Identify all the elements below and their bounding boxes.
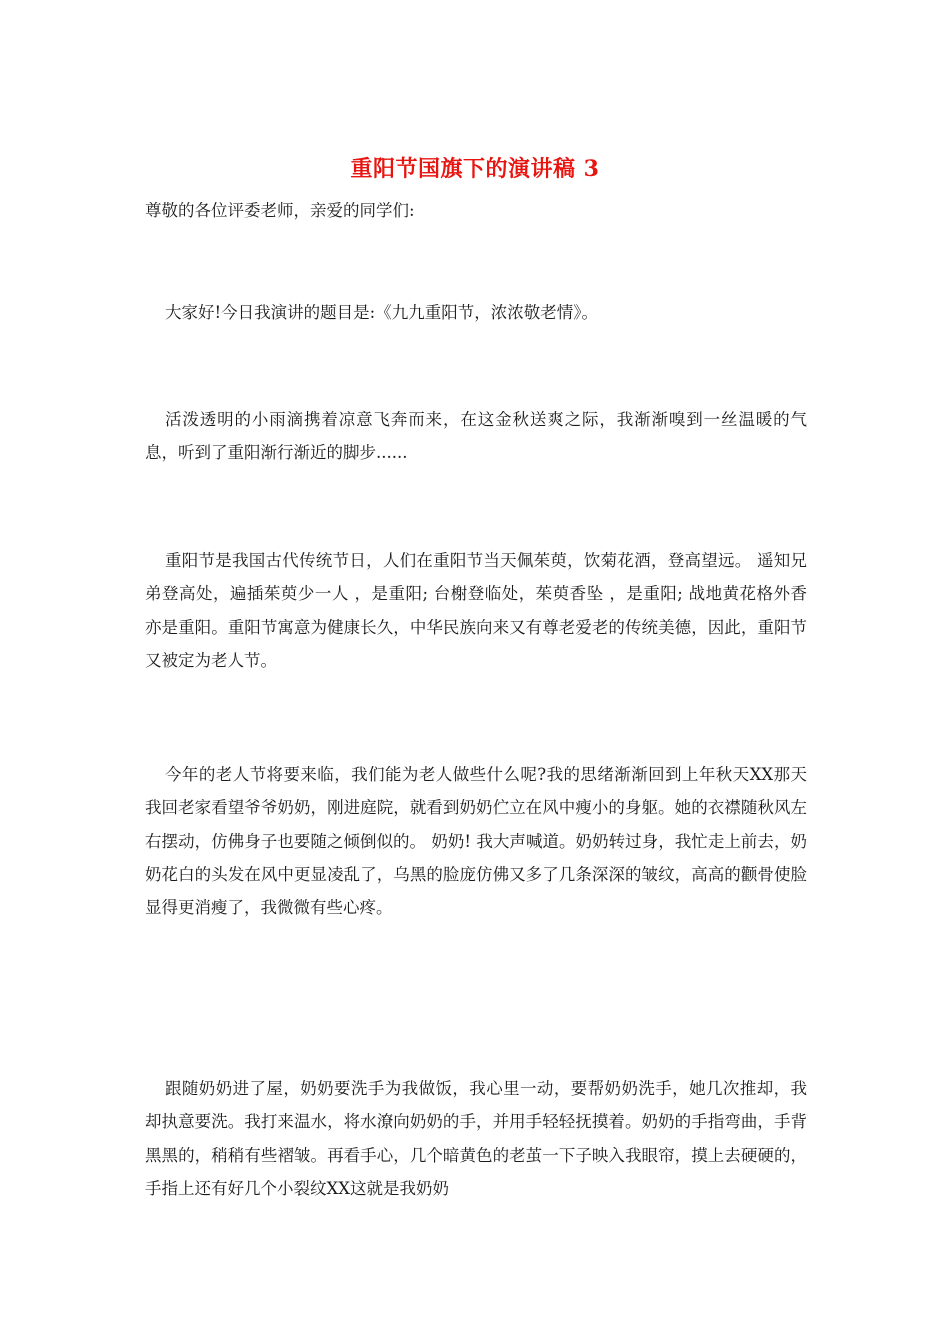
document-title: 重阳节国旗下的演讲稿 3 xyxy=(350,156,600,182)
paragraph: 活泼透明的小雨滴携着凉意飞奔而来，在这金秋送爽之际，我渐渐嗅到一丝温暖的气息，听到了重阳渐行渐近的脚步...... xyxy=(145,410,807,463)
salutation: 尊敬的各位评委老师，亲爱的同学们: xyxy=(145,201,415,220)
paragraph: 大家好!今日我演讲的题目是:《九九重阳节，浓浓敬老情》。 xyxy=(165,303,598,322)
paragraph: 重阳节是我国古代传统节日，人们在重阳节当天佩茱萸，饮菊花酒，登高望远。 遥知兄弟登高处，遍插茱萸少一人 ，是重阳; 台榭登临处，茱萸香坠 ，是重阳; 战地黄花格外香 亦是重阳。重阳节寓意为健康长久，中华民族向来又有尊老爱老的传统美德，因此，重阳节又被定为老人节。 xyxy=(145,551,807,670)
paragraph: 今年的老人节将要来临，我们能为老人做些什么呢?我的思绪渐渐回到上年秋天XX那天我回老家看望爷爷奶奶，刚进庭院，就看到奶奶伫立在风中瘦小的身躯。她的衣襟随秋风左右摆动，仿佛身子也要随之倾倒似的。 奶奶! 我大声喊道。奶奶转过身，我忙走上前去，奶奶花白的头发在风中更显凌乱了，乌黑的脸庞仿佛又多了几条深深的皱纹，高高的颧骨使脸显得更消瘦了，我微微有些心疼。 xyxy=(145,765,807,918)
paragraph: 跟随奶奶进了屋，奶奶要洗手为我做饭，我心里一动，要帮奶奶洗手，她几次推却，我却执意要洗。我打来温水，将水潦向奶奶的手，并用手轻轻抚摸着。奶奶的手指弯曲，手背黑黑的，稍稍有些褶皱。再看手心，几个暗黄色的老茧一下子映入我眼帘，摸上去硬硬的，手指上还有好几个小裂纹XX这就是我奶奶 xyxy=(145,1079,807,1198)
